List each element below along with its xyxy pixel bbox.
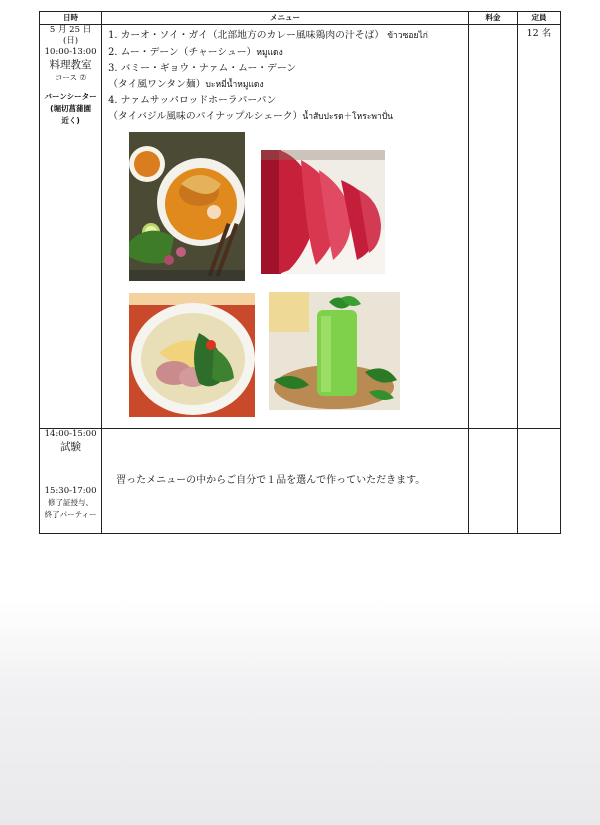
page-bottom-shade xyxy=(0,600,600,825)
exam-description-cell xyxy=(102,429,469,534)
capacity-value: 12 名 xyxy=(526,28,552,39)
session-location-note: (堀切菖蒲園 xyxy=(50,104,92,113)
session-date: 5 月 25 日 xyxy=(49,25,92,35)
party-label: 終了パーティー xyxy=(44,510,97,519)
header-menu: メニュー xyxy=(102,12,469,25)
khao-soi-photo xyxy=(129,132,245,281)
exam-price-cell xyxy=(468,429,517,534)
session-location: バーンシーター xyxy=(44,92,97,101)
menu-cell xyxy=(102,25,469,429)
moo-daeng-photo xyxy=(261,150,385,274)
menu-list xyxy=(108,28,428,125)
session-class: 料理教室 xyxy=(49,59,92,71)
exam-capacity-cell xyxy=(517,429,560,534)
menu-item-2: 2. ムー・デーン（チャーシュー）หมูแดง xyxy=(108,46,283,58)
exam-time: 14:00-15:00 xyxy=(44,429,97,439)
exam-description: 習ったメニューの中からご自分で１品を選んで作っていただきます。 xyxy=(116,475,426,486)
session-location-note-2: 近く) xyxy=(61,116,80,125)
menu-item-4-sub: （タイバジル風味のパイナップルシェーク）น้ำสับปะรด＋โหระพาปั่น xyxy=(108,110,393,122)
table-header-row xyxy=(40,12,561,25)
session-course: コース ⑦ xyxy=(54,73,87,82)
menu-item-1: 1. カーオ・ソイ・ガイ（北部地方のカレー風味鶏肉の汁そば） ข้าวซอยไก่ xyxy=(108,30,428,41)
ceremony-label: 修了証授与、 xyxy=(48,498,94,507)
ceremony-time: 15:30-17:00 xyxy=(44,486,97,496)
header-capacity: 定員 xyxy=(517,12,560,25)
menu-item-3-sub: （タイ風ワンタン麺）บะหมี่น้ำหมูแดง xyxy=(108,78,264,90)
menu-item-3: 3. バミー・ギョウ・ナァム・ムー・デーン xyxy=(108,63,297,74)
session-row-cooking xyxy=(40,25,561,429)
schedule-table xyxy=(39,11,561,534)
capacity-cell xyxy=(517,25,560,429)
exam-label: 試験 xyxy=(60,441,82,453)
session-weekday: (日) xyxy=(62,36,79,46)
exam-date-cell xyxy=(40,429,102,534)
header-date: 日時 xyxy=(40,12,102,25)
menu-item-4: 4. ナァムサッパロッドホーラパーパン xyxy=(108,95,277,106)
wonton-noodle-photo xyxy=(129,293,255,417)
price-cell xyxy=(468,25,517,429)
pineapple-shake-photo xyxy=(269,292,400,410)
session-row-exam xyxy=(40,429,561,534)
session-date-cell xyxy=(40,25,102,429)
header-price: 料金 xyxy=(468,12,517,25)
session-time: 10:00-13:00 xyxy=(44,47,97,57)
